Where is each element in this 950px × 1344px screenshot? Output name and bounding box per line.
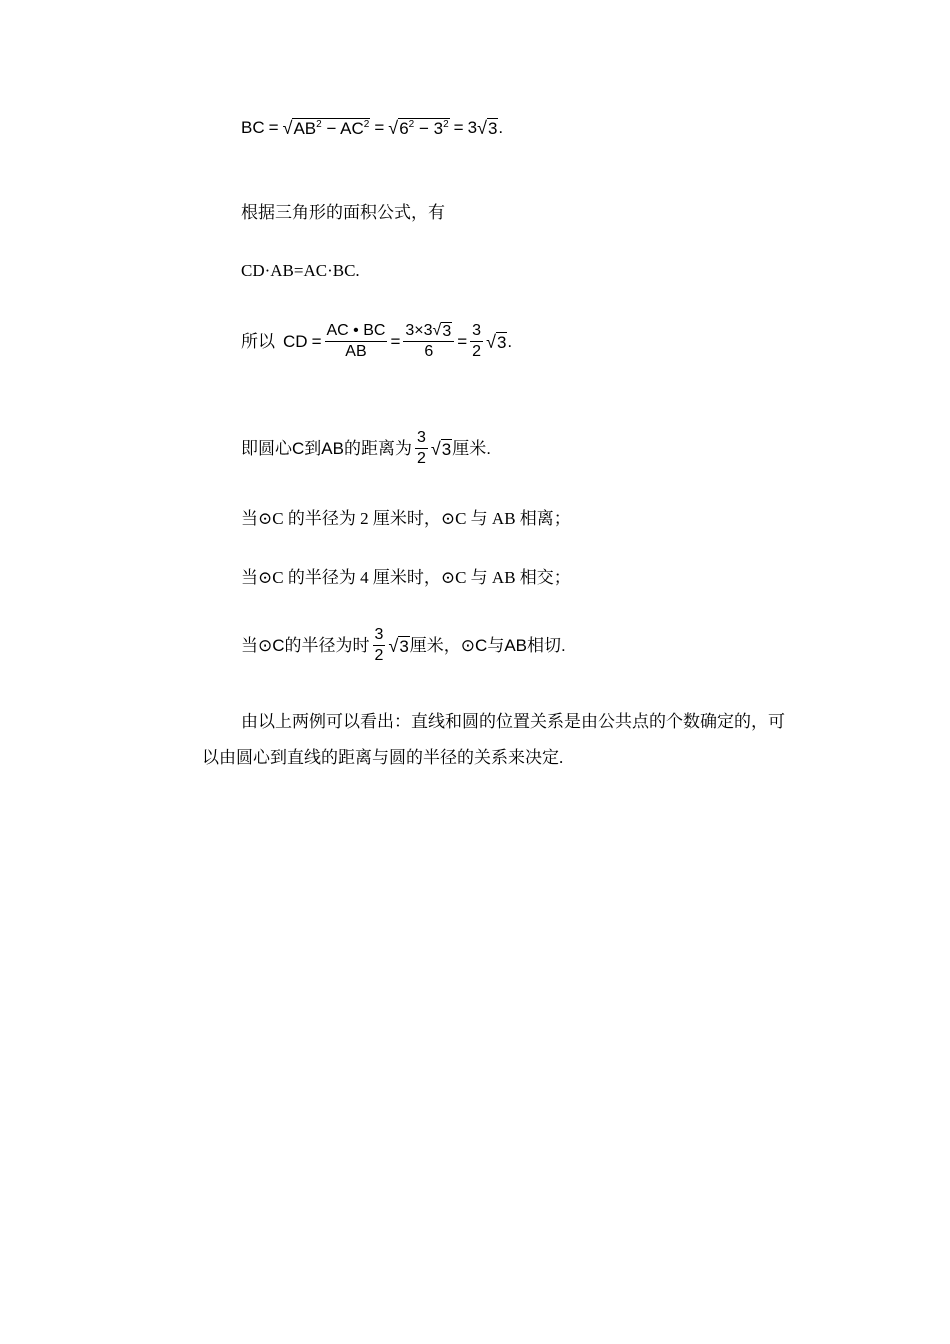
text-cd-ab: CD·AB=AC·BC. xyxy=(241,261,360,280)
formula-bc-r1-minus: − xyxy=(326,119,337,138)
formula-bc-r1-b-exp: 2 xyxy=(363,119,370,130)
formula-cd xyxy=(241,322,512,361)
formula-bc-r2-a-exp: 2 xyxy=(408,119,415,130)
formula-cd-frac1 xyxy=(325,322,388,361)
formula-bc-lhs: BC xyxy=(241,118,265,137)
formula-bc-root1: √ $AB^2 - AC^2$ xyxy=(282,118,370,138)
formula-bc-r2-a: 6 xyxy=(399,119,409,138)
formula-distance-root-val: 3 xyxy=(441,439,452,459)
formula-distance-prefix: 即圆心C到AB的距离为 xyxy=(241,438,412,458)
formula-distance-num: 3 xyxy=(415,429,428,449)
formula-bc-end: . xyxy=(498,118,504,137)
formula-bc-r1-b: AC xyxy=(340,119,364,138)
formula-cd-frac2-den: 6 xyxy=(424,343,434,360)
formula-cd-root: √ 3 xyxy=(486,331,507,352)
formula-tangent-prefix: 当⊙C的半径为时 xyxy=(241,635,370,655)
formula-bc-r3: 3 xyxy=(487,119,498,138)
formula-cd-end: . xyxy=(507,331,513,351)
formula-tangent-frac xyxy=(373,626,386,665)
formula-tangent-suffix: 厘米，⊙C与AB相切. xyxy=(409,635,566,655)
formula-distance-frac xyxy=(415,429,428,468)
formula-tangent-num: 3 xyxy=(373,626,386,646)
formula-cd-root-val: 3 xyxy=(496,332,507,352)
formula-distance-den: 2 xyxy=(416,450,426,467)
formula-tangent xyxy=(241,626,566,665)
formula-cd-frac1-num: AC • BC xyxy=(325,322,388,342)
formula-distance-suffix: 厘米. xyxy=(452,438,491,458)
formula-cd-frac3 xyxy=(470,322,483,361)
formula-tangent-root-val: 3 xyxy=(399,636,409,656)
formula-bc-root2: √ $6^2 - 3^2$ xyxy=(388,118,449,138)
formula-cd-frac2-num-root: 3 xyxy=(442,323,452,340)
formula-bc-r1-a-exp: 2 xyxy=(316,119,322,130)
formula-bc-r2-minus: − xyxy=(418,119,429,138)
formula-distance xyxy=(241,429,491,468)
formula-bc-eq3: = xyxy=(453,118,464,137)
formula-bc-root3: √ 3 xyxy=(477,118,498,138)
formula-cd-prefix: 所以 xyxy=(241,331,275,351)
formula-cd-eq1: = xyxy=(311,331,322,351)
formula-bc-eq1: = xyxy=(268,118,279,137)
formula-bc-r2-b-exp: 2 xyxy=(443,119,449,130)
formula-bc-eq2: = xyxy=(374,118,385,137)
formula-cd-frac3-den: 2 xyxy=(472,343,482,360)
formula-cd-frac2-num-pre: 3×3 xyxy=(405,322,433,339)
formula-cd-frac1-den: AB xyxy=(345,343,367,360)
formula-cd-frac3-num: 3 xyxy=(470,322,483,342)
formula-cd-eq3: = xyxy=(457,331,468,351)
formula-bc-coef: 3 xyxy=(467,118,478,137)
formula-bc-r1-a: AB xyxy=(293,119,317,138)
formula-cd-frac2: 3×3 √ 3 6 xyxy=(403,322,454,361)
formula-cd-lhs: CD xyxy=(283,331,308,351)
formula-tangent-den: 2 xyxy=(374,647,384,664)
text-radius-2: 当⊙C 的半径为 2 厘米时，⊙C 与 AB 相离； xyxy=(241,509,571,528)
formula-cd-eq2: = xyxy=(390,331,401,351)
text-area-formula: 根据三角形的面积公式，有 xyxy=(241,203,445,222)
formula-bc-r2-b: 3 xyxy=(433,119,444,138)
text-radius-4: 当⊙C 的半径为 4 厘米时，⊙C 与 AB 相交； xyxy=(241,568,571,587)
formula-tangent-root: √ 3 xyxy=(388,635,409,656)
formula-distance-root: √ 3 xyxy=(430,438,452,459)
formula-bc xyxy=(241,118,503,138)
conclusion-paragraph: 由以上两例可以看出：直线和圆的位置关系是由公共点的个数确定的，可以由圆心到直线的距离与圆的半径的关系来决定. xyxy=(202,712,785,767)
